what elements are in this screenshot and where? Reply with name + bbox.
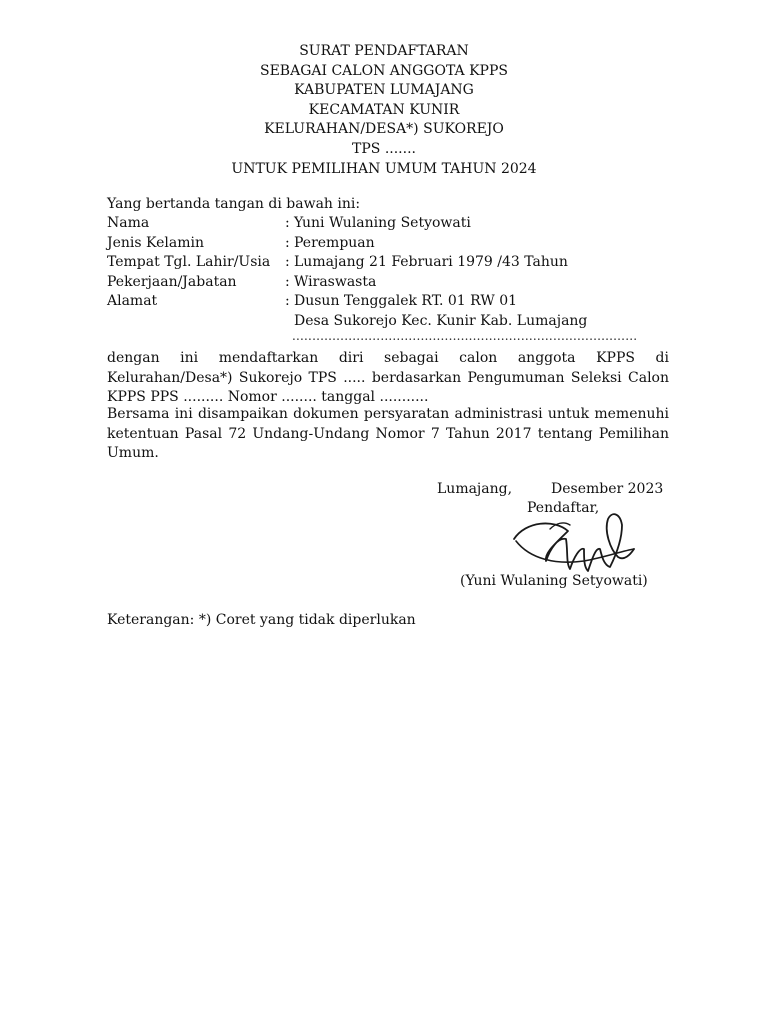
field-separator: : [285, 254, 290, 270]
field-separator: : [285, 293, 290, 309]
header-village: KELURAHAN/DESA*) SUKOREJO [264, 121, 504, 138]
footnote: Keterangan: *) Coret yang tidak diperlukan [107, 612, 416, 628]
signature-role: Pendaftar, [527, 500, 600, 516]
field-separator: : [285, 215, 290, 231]
intro-text: Yang bertanda tangan di bawah ini: [107, 196, 361, 212]
letter-header [0, 42, 768, 179]
field-value: Perempuan [294, 234, 375, 251]
header-subtitle: SEBAGAI CALON ANGGOTA KPPS [259, 62, 508, 79]
field-separator: : [285, 234, 290, 251]
field-value: Dusun Tenggalek RT. 01 RW 01 [294, 293, 518, 309]
header-regency: KABUPATEN LUMAJANG [294, 82, 474, 99]
field-label: Pekerjaan/Jabatan [107, 273, 237, 290]
field-label: Nama [107, 215, 150, 231]
signature-place: Lumajang, [437, 481, 513, 497]
header-tps: TPS ....... [352, 140, 416, 157]
signer-name: (Yuni Wulaning Setyowati) [460, 573, 648, 589]
header-district: KECAMATAN KUNIR [308, 101, 460, 118]
field-value: Lumajang 21 Februari 1979 /43 Tahun [294, 254, 568, 270]
field-label: Alamat [107, 293, 158, 309]
dotted-line: ...................................................................................... [292, 329, 638, 343]
header-election: UNTUK PEMILIHAN UMUM TAHUN 2024 [231, 160, 537, 177]
body-paragraph-1: dengan ini mendaftarkan diri sebagai calon anggota KPPS di Kelurahan/Desa*) Sukorejo TPS ..... berdasarkan Pengumuman Seleksi Calon KPPS PPS ......... Nomor ........ tanggal ........... [107, 350, 669, 406]
field-value: Yuni Wulaning Setyowati [294, 215, 471, 231]
header-title: SURAT PENDAFTARAN [299, 43, 469, 59]
body-paragraph-2: Bersama ini disampaikan dokumen persyaratan administrasi untuk memenuhi ketentuan Pasal 72 Undang-Undang Nomor 7 Tahun 2017 tentang Pemilihan Umum. [107, 406, 669, 462]
field-label: Jenis Kelamin [107, 234, 204, 251]
signature-date: Desember 2023 [551, 481, 664, 497]
field-label: Tempat Tgl. Lahir/Usia [107, 254, 271, 270]
field-value: Wiraswasta [294, 273, 377, 290]
field-value-continuation: Desa Sukorejo Kec. Kunir Kab. Lumajang [294, 312, 588, 329]
field-separator: : [285, 273, 290, 290]
